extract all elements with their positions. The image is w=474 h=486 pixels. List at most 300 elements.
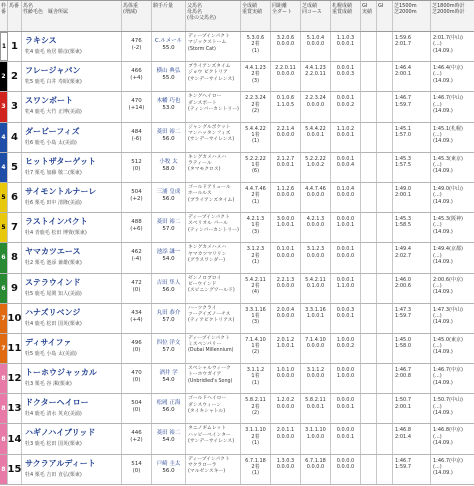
record-all: 5.2.2.22 1着 (6) bbox=[241, 153, 271, 182]
gate-color: 3 bbox=[0, 92, 8, 121]
broodmare-sire: (ティンバーカントリー) bbox=[188, 227, 239, 233]
record-distance: 1.0.1.0 0.0.0.0 bbox=[271, 364, 301, 393]
record-distance: 2.0.1.2 1.0.0.1 bbox=[271, 334, 301, 363]
header-time2: 芝1800m時計 芝2000m時計 bbox=[432, 3, 465, 15]
pedigree-cell bbox=[186, 274, 241, 303]
horse-cell bbox=[22, 334, 122, 363]
carried-weight: 56.0 bbox=[162, 195, 175, 202]
jockey-name-link[interactable]: 菱田 裕二 bbox=[156, 128, 181, 135]
carried-weight: 55.0 bbox=[162, 45, 175, 51]
gate-color: 8 bbox=[0, 394, 8, 423]
horse-number: 8 bbox=[8, 243, 22, 272]
best-time-2: 1:46.7(中京)(...) (14.09.) bbox=[433, 367, 463, 386]
jockey-name-link[interactable]: 四位 洋文 bbox=[156, 339, 181, 346]
sire: ゴールドヘイロー bbox=[188, 396, 227, 402]
horse-weight: 462 (-4) bbox=[122, 243, 152, 272]
gate-color: 4 bbox=[0, 153, 8, 182]
record-distance: 0.1.0.1 0.0.0.0 bbox=[271, 243, 301, 272]
horse-weight: 434 (+4) bbox=[122, 304, 152, 333]
record-course: 0.0.0.1 0.0.0.2 bbox=[331, 92, 361, 121]
sire: ジャングルポケット bbox=[188, 124, 231, 130]
best-time-1: 1:49.4 2:02.7 bbox=[393, 243, 431, 272]
g1-record bbox=[361, 32, 377, 61]
g1-record-2 bbox=[377, 123, 393, 152]
table-row[interactable] bbox=[0, 183, 474, 213]
record-turf: 3.3.1.16 1.0.0.1 bbox=[301, 304, 331, 333]
horse-cell bbox=[22, 62, 122, 91]
best-time-1: 1:47.3 1:59.7 bbox=[393, 304, 431, 333]
record-all: 5.4.4.22 1着 (1) bbox=[241, 123, 271, 152]
jockey-name-link[interactable]: 酒井 学 bbox=[159, 370, 178, 377]
record-distance: 2.1.2.7 0.0.0.1 bbox=[271, 153, 301, 182]
record-all: 3.1.1.2 1着 (1) bbox=[241, 364, 271, 393]
horse-name-link[interactable]: サイモントルナーレ bbox=[25, 186, 97, 196]
g1-record bbox=[361, 364, 377, 393]
header-horse: 馬名 性齢毛色 厩舎所属 bbox=[22, 1, 122, 31]
g1-record-2 bbox=[377, 455, 393, 484]
horse-name-link[interactable]: ステラウインド bbox=[25, 277, 81, 287]
horse-cell bbox=[22, 32, 122, 61]
horse-cell bbox=[22, 183, 122, 212]
header-waku: 枠番 bbox=[0, 1, 8, 31]
record-turf: 5.4.4.22 0.0.0.1 bbox=[301, 123, 331, 152]
best-time-2: 1:50.7(中山)(...) (14.09.) bbox=[433, 397, 463, 416]
horse-name-link[interactable]: ヤマカツエース bbox=[25, 247, 81, 257]
sire: ゴールドアリュール bbox=[188, 184, 231, 190]
jockey-name-link[interactable]: 菱田 裕二 bbox=[156, 219, 181, 226]
record-all: 6.7.1.18 2着 (1) bbox=[241, 455, 271, 484]
jockey-cell bbox=[152, 243, 186, 272]
pedigree-cell bbox=[186, 364, 241, 393]
carried-weight: 57.0 bbox=[162, 316, 175, 323]
horse-info: 牡6 栗毛 田中 清隆(美浦) bbox=[25, 199, 82, 206]
dam: ツーデイズノーチス bbox=[188, 311, 231, 317]
table-row[interactable] bbox=[0, 92, 474, 122]
record-all: 3.1.1.10 2着 (1) bbox=[241, 424, 271, 453]
horse-info: 牡4 青鹿毛 松田 博資(栗東) bbox=[25, 230, 87, 237]
header-all: 全成績 重賞実績 bbox=[241, 1, 271, 31]
jockey-name-link[interactable]: 木幡 巧也 bbox=[156, 98, 181, 105]
best-time-2: 1:45.3(東京)(...) (14.09.) bbox=[433, 155, 463, 175]
carried-weight: 54.0 bbox=[162, 256, 175, 263]
carried-weight: 57.0 bbox=[162, 226, 175, 233]
header-weight: 馬体重 (増減) bbox=[122, 1, 152, 31]
horse-weight: 504 (0) bbox=[122, 394, 152, 423]
best-time-1: 1:46.7 1:59.7 bbox=[393, 455, 431, 484]
record-distance: 1.1.2.6 0.0.0.0 bbox=[271, 183, 301, 212]
horse-number: 13 bbox=[8, 394, 22, 423]
horse-info: 牝4 鹿毛 角居 勝彦(栗東) bbox=[25, 49, 82, 55]
record-turf: 5.1.0.4 0.0.0.0 bbox=[301, 32, 331, 61]
table-row[interactable] bbox=[0, 394, 474, 424]
jockey-cell bbox=[152, 92, 186, 121]
g1-record-2 bbox=[377, 364, 393, 393]
g1-record bbox=[361, 334, 377, 363]
horse-cell bbox=[22, 153, 122, 182]
horse-weight: 496 (0) bbox=[122, 334, 152, 363]
sire: ハーツクライ bbox=[188, 305, 217, 311]
horse-name-link[interactable]: フレージャパン bbox=[25, 66, 81, 76]
jockey-name-link[interactable]: 小牧 太 bbox=[159, 158, 178, 165]
pedigree-cell bbox=[186, 153, 241, 182]
header-g1: GI 実績 bbox=[361, 1, 377, 31]
horse-weight: 514 (0) bbox=[122, 455, 152, 484]
jockey-cell bbox=[152, 183, 186, 212]
header-g2: GI bbox=[377, 1, 393, 31]
best-time-2: 1:45.1(札幌)(...) (14.09.) bbox=[433, 125, 463, 145]
horse-number: 7 bbox=[8, 213, 22, 242]
horse-cell bbox=[22, 213, 122, 242]
g1-record-2 bbox=[377, 334, 393, 363]
jockey-name-link[interactable]: 横山 典弘 bbox=[156, 68, 181, 75]
g1-record bbox=[361, 455, 377, 484]
horse-cell bbox=[22, 424, 122, 453]
record-turf: 2.2.3.24 0.0.0.0 bbox=[301, 92, 331, 121]
horse-name-link[interactable]: ラキシス bbox=[25, 36, 57, 45]
record-turf: 5.2.2.22 1.0.0.2 bbox=[301, 153, 331, 182]
table-row[interactable] bbox=[0, 243, 474, 273]
horse-info: 牡3 鹿毛 松田 国英(栗東) bbox=[25, 441, 82, 448]
record-course: 1.0.0.0 0.0.0.2 bbox=[331, 334, 361, 363]
broodmare-sire: (タイキシャトル) bbox=[188, 408, 226, 414]
dam: ハッピーペインター bbox=[188, 432, 231, 438]
record-distance: 2.0.0.4 0.0.0.0 bbox=[271, 304, 301, 333]
sire: ディープインパクト bbox=[188, 215, 230, 221]
horse-weight: 472 (0) bbox=[122, 274, 152, 303]
best-time-1: 1:45.3 1:58.5 bbox=[393, 213, 431, 242]
record-distance: 2.2.1.4 0.0.0.0 bbox=[271, 123, 301, 152]
g1-record bbox=[361, 424, 377, 453]
g1-record bbox=[361, 62, 377, 91]
broodmare-sire: (マルゼンスキー) bbox=[188, 469, 226, 475]
horse-cell bbox=[22, 304, 122, 333]
broodmare-sire: (Unbridled's Song) bbox=[188, 378, 233, 384]
horse-name-link[interactable]: ディサイファ bbox=[25, 337, 72, 347]
horse-weight: 466 (+4) bbox=[122, 62, 152, 91]
g1-record-2 bbox=[377, 213, 393, 242]
horse-name-link[interactable]: ヒットザターゲット bbox=[25, 156, 97, 166]
horse-number: 4 bbox=[8, 123, 22, 152]
horse-number: 1 bbox=[8, 32, 22, 61]
horse-weight: 470 (0) bbox=[122, 364, 152, 393]
g1-record-2 bbox=[377, 62, 393, 91]
record-course: 0.0.0.1 0.0.0.4 bbox=[331, 153, 361, 182]
gate-color: 8 bbox=[0, 455, 8, 484]
jockey-cell bbox=[152, 123, 186, 152]
record-turf: 4.2.1.3 0.0.0.0 bbox=[301, 213, 331, 242]
carried-weight: 53.0 bbox=[162, 105, 175, 112]
broodmare-sire: (サンデーサイレンス) bbox=[188, 76, 235, 82]
g1-record-2 bbox=[377, 394, 393, 423]
broodmare-sire: (サンデーサイレンス) bbox=[188, 439, 235, 445]
horse-name-link[interactable]: ラストインパクト bbox=[25, 217, 88, 227]
horse-name-link[interactable]: スワンボート bbox=[25, 96, 73, 106]
record-turf: 3.1.1.10 1.0.0.0 bbox=[301, 424, 331, 453]
horse-number: 14 bbox=[8, 424, 22, 453]
horse-info: 牝5 鹿毛 白井 寿昭(栗東) bbox=[25, 79, 82, 86]
record-turf: 5.8.2.11 0.0.0.1 bbox=[301, 394, 331, 423]
horse-info: 牡4 鹿毛 松田 国英(栗東) bbox=[25, 320, 82, 327]
broodmare-sire: (ティンバーカントリー) bbox=[188, 106, 239, 112]
horse-name-link[interactable]: サクラアルディート bbox=[25, 458, 96, 468]
g1-record-2 bbox=[377, 304, 393, 333]
horse-info: 牡5 鹿毛 小島 太(美浦) bbox=[25, 350, 77, 357]
dam: ジョウ ビクトリア bbox=[188, 70, 228, 76]
best-time-2: 1:46.8(中京)(...) (14.09.) bbox=[433, 427, 463, 447]
header-pedigree: 父馬名 母馬名 (母の父馬名) bbox=[186, 1, 241, 31]
dam: ラティール bbox=[188, 161, 212, 167]
gate-color: 7 bbox=[0, 334, 8, 363]
table-row[interactable] bbox=[0, 153, 474, 183]
sire: キングカメハメハ bbox=[188, 154, 227, 160]
horse-cell bbox=[22, 455, 122, 484]
record-all: 2.2.3.24 2着 (2) bbox=[241, 92, 271, 121]
horse-number: 15 bbox=[8, 455, 22, 484]
record-turf: 4.4.1.23 2.2.0.11 bbox=[301, 62, 331, 91]
carried-weight: 56.0 bbox=[162, 135, 175, 142]
horse-name-link[interactable]: ダービーフィズ bbox=[25, 126, 80, 136]
best-time-1: 1:46.0 2:00.6 bbox=[393, 274, 431, 303]
carried-weight: 57.0 bbox=[162, 346, 175, 353]
horse-info: 牝4 鹿毛 大竹 正博(美浦) bbox=[25, 109, 82, 116]
gate-color: 1 bbox=[0, 32, 8, 61]
horse-number: 9 bbox=[8, 274, 22, 303]
record-turf: 7.1.4.10 0.0.0.0 bbox=[301, 334, 331, 363]
dam: ヤマカツマリリン bbox=[188, 251, 227, 257]
jockey-cell bbox=[152, 62, 186, 91]
horse-number: 2 bbox=[8, 62, 22, 91]
table-row[interactable] bbox=[0, 274, 474, 304]
sire: ディープインパクト bbox=[188, 456, 230, 462]
g1-record bbox=[361, 92, 377, 121]
best-time-1: 1:46.7 1:59.7 bbox=[393, 92, 431, 121]
horse-info: 牡5 鹿毛 尾関 知人(美浦) bbox=[25, 290, 82, 297]
best-time-1: 1:45.1 1:57.0 bbox=[393, 123, 431, 152]
best-time-2: 1:45.3(阪神)(...) (14.09.) bbox=[433, 216, 463, 235]
gate-color: 6 bbox=[0, 274, 8, 303]
record-course: 0.0.0.0 1.0.0.1 bbox=[331, 213, 361, 242]
horse-info: 牡6 鹿毛 小島 太(美浦) bbox=[25, 139, 77, 146]
record-turf: 5.4.2.11 0.1.0.0 bbox=[301, 274, 331, 303]
horse-number: 10 bbox=[8, 304, 22, 333]
horse-weight: 470 (+14) bbox=[122, 92, 152, 121]
table-header bbox=[0, 0, 474, 32]
broodmare-sire: (Storm Cat) bbox=[188, 46, 216, 52]
gate-color: 8 bbox=[0, 424, 8, 453]
table-row[interactable] bbox=[0, 123, 474, 153]
g1-record-2 bbox=[377, 243, 393, 272]
g1-record-2 bbox=[377, 274, 393, 303]
record-distance: 2.2.0.11 0.0.0.0 bbox=[271, 62, 301, 91]
pedigree-cell bbox=[186, 32, 241, 61]
table-row[interactable] bbox=[0, 455, 474, 485]
header-course: 札幌成績 重賞成績 bbox=[331, 1, 361, 31]
record-course: 1.1.0.3 0.0.0.1 bbox=[331, 32, 361, 61]
horse-cell bbox=[22, 274, 122, 303]
broodmare-sire: (Dubai Millennium) bbox=[188, 348, 234, 354]
jockey-cell bbox=[152, 455, 186, 484]
record-all: 4.4.1.23 2着 (3) bbox=[241, 62, 271, 91]
best-time-1: 1:50.7 2:00.1 bbox=[393, 394, 431, 423]
table-body bbox=[0, 32, 474, 485]
g1-record bbox=[361, 274, 377, 303]
carried-weight: 56.0 bbox=[162, 467, 175, 474]
sire: スペシャルウィーク bbox=[188, 366, 231, 372]
carried-weight: 56.0 bbox=[162, 286, 175, 293]
horse-cell bbox=[22, 123, 122, 152]
record-course: 1.1.0.2 0.0.0.1 bbox=[331, 123, 361, 152]
dam: ビーウインド bbox=[188, 281, 217, 287]
horse-number: 12 bbox=[8, 364, 22, 393]
horse-name-link[interactable]: トーホウジャッカル bbox=[25, 368, 97, 378]
gate-color: 7 bbox=[0, 304, 8, 333]
record-course: 0.0.0.0 0.0.0.0 bbox=[331, 455, 361, 484]
horse-weight: 504 (+2) bbox=[122, 183, 152, 212]
best-time-1: 1:46.7 2:00.8 bbox=[393, 364, 431, 393]
header-turf: 同距離 全ダート bbox=[271, 1, 301, 31]
header-dist: 芝成績 同コース bbox=[301, 1, 331, 31]
best-time-2: 1:46.4(中京)(...) (14.09.) bbox=[433, 65, 463, 84]
table-row[interactable] bbox=[0, 424, 474, 454]
record-distance: 1.2.0.2 0.0.0.0 bbox=[271, 394, 301, 423]
jockey-cell bbox=[152, 394, 186, 423]
sire: ディープインパクト bbox=[188, 335, 230, 341]
horse-weight: 512 (0) bbox=[122, 153, 152, 182]
record-distance: 2.2.1.3 0.0.0.0 bbox=[271, 274, 301, 303]
g1-record bbox=[361, 243, 377, 272]
header-time1: 芝1500m 芝2000m bbox=[393, 1, 431, 31]
horse-name-link[interactable]: ハナズリベンジ bbox=[25, 307, 81, 317]
pedigree-cell bbox=[186, 304, 241, 333]
record-course: 0.0.0.1 0.0.0.0 bbox=[331, 243, 361, 272]
best-time-2: 2:00.6(中京)(...) (14.09.) bbox=[433, 276, 463, 296]
g1-record bbox=[361, 304, 377, 333]
jockey-cell bbox=[152, 274, 186, 303]
sire: タニノギムレット bbox=[188, 426, 227, 432]
broodmare-sire: (ブライアンズタイム) bbox=[188, 197, 235, 203]
horse-cell bbox=[22, 243, 122, 272]
g1-record-2 bbox=[377, 183, 393, 212]
record-distance: 2.0.1.1 0.0.0.0 bbox=[271, 424, 301, 453]
gate-color: 6 bbox=[0, 243, 8, 272]
header-jockey: 騎手斤量 bbox=[152, 1, 186, 31]
best-time-2: 1:49.0(中山)(...) (14.09.) bbox=[433, 185, 463, 205]
carried-weight: 58.0 bbox=[162, 165, 175, 172]
horse-cell bbox=[22, 394, 122, 423]
best-time-1: 1:46.4 2:00.1 bbox=[393, 62, 431, 91]
record-all: 7.1.4.10 1着 (2) bbox=[241, 334, 271, 363]
jockey-name-link[interactable]: 戸崎 圭太 bbox=[156, 460, 181, 467]
broodmare-sire: (サンデーサイレンス) bbox=[188, 137, 235, 143]
jockey-cell bbox=[152, 304, 186, 333]
best-time-2: 1:46.7(中山)(...) (14.09.) bbox=[433, 95, 463, 114]
record-course: 0.0.0.0 0.0.0.1 bbox=[331, 394, 361, 423]
g1-record bbox=[361, 213, 377, 242]
best-time-2: 1:46.7(中京)(...) (14.09.) bbox=[433, 457, 463, 477]
record-turf: 4.4.7.46 0.0.0.0 bbox=[301, 183, 331, 212]
jockey-name-link[interactable]: 丸田 恭介 bbox=[156, 309, 181, 316]
best-time-1: 1:45.3 1:57.5 bbox=[393, 153, 431, 182]
jockey-cell bbox=[152, 213, 186, 242]
jockey-name-link[interactable]: 池添 謙一 bbox=[156, 249, 181, 256]
g1-record bbox=[361, 153, 377, 182]
gate-color: 5 bbox=[0, 183, 8, 212]
jockey-name-link[interactable]: 菱田 裕二 bbox=[156, 430, 181, 437]
horse-cell bbox=[22, 364, 122, 393]
jockey-cell bbox=[152, 334, 186, 363]
g1-record-2 bbox=[377, 32, 393, 61]
table-row[interactable] bbox=[0, 32, 474, 62]
horse-info: 牡4 栗毛 吉田 直弘(栗東) bbox=[25, 471, 82, 478]
header-umaban: 馬番 bbox=[8, 1, 22, 31]
dam: サクラローラ bbox=[188, 462, 217, 468]
horse-weight: 446 (+2) bbox=[122, 424, 152, 453]
sire: ブライアンズタイム bbox=[188, 64, 231, 70]
horse-name-link[interactable]: ハギノハイブリッド bbox=[25, 428, 96, 438]
carried-weight: 56.0 bbox=[162, 407, 175, 414]
record-turf: 6.7.1.18 0.0.0.0 bbox=[301, 455, 331, 484]
record-all: 5.8.2.11 2着 (2) bbox=[241, 394, 271, 423]
jockey-name-link[interactable]: C.ルメール bbox=[154, 38, 183, 44]
g1-record bbox=[361, 123, 377, 152]
horse-weight: 476 (-2) bbox=[122, 32, 152, 61]
horse-weight: 488 (+6) bbox=[122, 213, 152, 242]
record-course: 0.0.0.0 1.0.0.0 bbox=[331, 364, 361, 393]
table-row[interactable] bbox=[0, 334, 474, 364]
jockey-name-link[interactable]: 松岡 正海 bbox=[156, 400, 181, 407]
carried-weight: 54.0 bbox=[162, 437, 175, 444]
broodmare-sire: (スピニングワールド) bbox=[188, 288, 235, 294]
broodmare-sire: (グラスワンダー) bbox=[188, 257, 225, 263]
record-course: 0.0.0.0 0.0.0.1 bbox=[331, 424, 361, 453]
horse-info: 牡7 栗毛 加藤 敬二(栗東) bbox=[25, 169, 82, 176]
best-time-2: 2:01.7(中山)(...) (14.09.) bbox=[433, 35, 463, 54]
table-row[interactable] bbox=[0, 304, 474, 334]
horse-info: 牡4 鹿毛 清水 英克(美浦) bbox=[25, 411, 82, 418]
record-all: 5.3.0.6 2着 (1) bbox=[241, 32, 271, 61]
record-distance: 1.3.0.3 0.0.0.0 bbox=[271, 455, 301, 484]
record-course: 0.0.0.1 1.1.0.0 bbox=[331, 274, 361, 303]
dam: マンハッタンフィズ bbox=[188, 130, 231, 136]
table-row[interactable] bbox=[0, 213, 474, 243]
sire: ゼンノロブロイ bbox=[188, 275, 222, 281]
table-row[interactable] bbox=[0, 364, 474, 394]
record-course: 0.0.0.3 0.0.0.1 bbox=[331, 304, 361, 333]
jockey-cell bbox=[152, 153, 186, 182]
pedigree-cell bbox=[186, 62, 241, 91]
record-all: 3.3.1.16 1着 (3) bbox=[241, 304, 271, 333]
sire: ディープインパクト bbox=[188, 34, 230, 39]
pedigree-cell bbox=[186, 92, 241, 121]
best-time-2: 1:45.0(東京)(...) (14.09.) bbox=[433, 336, 463, 356]
best-time-2: 1:49.4(京都)(...) (14.09.) bbox=[433, 246, 463, 265]
record-course: 0.1.0.4 0.0.0.0 bbox=[331, 183, 361, 212]
record-distance: 0.1.0.6 1.1.0.5 bbox=[271, 92, 301, 121]
dam: マジックストーム bbox=[188, 40, 227, 46]
broodmare-sire: (タマモクロス) bbox=[188, 167, 221, 173]
jockey-cell bbox=[152, 32, 186, 61]
table-row[interactable] bbox=[0, 62, 474, 92]
horse-cell bbox=[22, 92, 122, 121]
gate-color: 4 bbox=[0, 123, 8, 152]
jockey-name-link[interactable]: 吉田 隼人 bbox=[156, 279, 181, 286]
jockey-name-link[interactable]: 三浦 皇成 bbox=[156, 188, 181, 195]
horse-info: 牡2 栗毛 池添 兼雄(栗東) bbox=[25, 260, 82, 267]
best-time-1: 1:59.6 2:01.7 bbox=[393, 32, 431, 61]
gate-color: 8 bbox=[0, 364, 8, 393]
horse-name-link[interactable]: ドクターヘイロー bbox=[25, 398, 89, 408]
pedigree-cell bbox=[186, 183, 241, 212]
